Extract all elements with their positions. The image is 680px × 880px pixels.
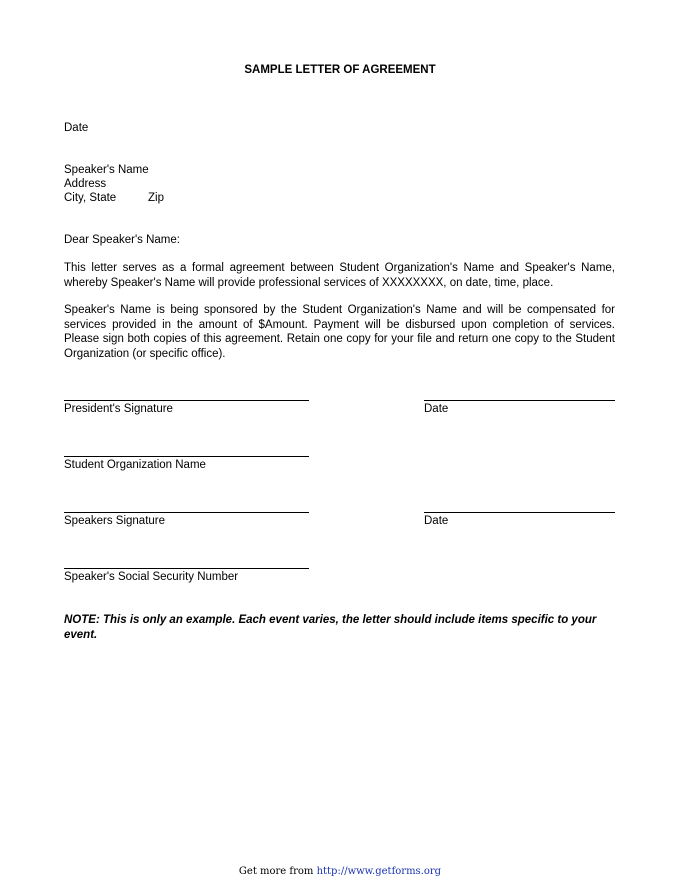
speaker-address: Address — [64, 178, 107, 190]
note-label: NOTE — [64, 614, 96, 626]
speaker-signature-label: Speakers Signature — [64, 515, 166, 527]
footer-prefix: Get more from — [238, 866, 317, 877]
ssn-line — [64, 568, 309, 569]
speaker-signature-line — [64, 512, 309, 513]
note-text: : This is only an example. Each event varies, the letter should include items specific to your event. — [64, 614, 597, 641]
paragraph-1: This letter serves as a formal agreement between Student Organization's Name and Speaker's Name, whereby Speaker's Name will provide professional services of XXXXXXXX, on date, time, place. — [64, 262, 615, 289]
org-name-line — [64, 456, 309, 457]
org-name-label: Student Organization Name — [64, 459, 206, 471]
ssn-label: Speaker's Social Security Number — [64, 571, 239, 583]
president-signature-label: President's Signature — [64, 403, 173, 415]
speaker-date-label: Date — [424, 515, 449, 527]
president-signature-line — [64, 400, 309, 401]
city-state: City, State — [64, 192, 117, 204]
zip: Zip — [148, 192, 164, 204]
speaker-date-line — [424, 512, 615, 513]
speaker-name: Speaker's Name — [64, 164, 149, 176]
note — [64, 613, 616, 642]
paragraph-2: Speaker's Name is being sponsored by the Student Organization's Name and will be compensated for services provided in the amount of $Amount. Payment will be disbursed upon completion of services. Please sign both copies of this agreement. Retain one copy for your file and return one copy to the Student Organization (or specific office). — [64, 304, 615, 360]
president-date-label: Date — [424, 403, 449, 415]
footer — [0, 866, 680, 877]
salutation: Dear Speaker's Name: — [64, 234, 180, 246]
footer-link[interactable]: http://www.getforms.org — [316, 866, 442, 877]
document-title: SAMPLE LETTER OF AGREEMENT — [244, 64, 436, 76]
president-date-line — [424, 400, 615, 401]
date-label: Date — [64, 122, 89, 134]
